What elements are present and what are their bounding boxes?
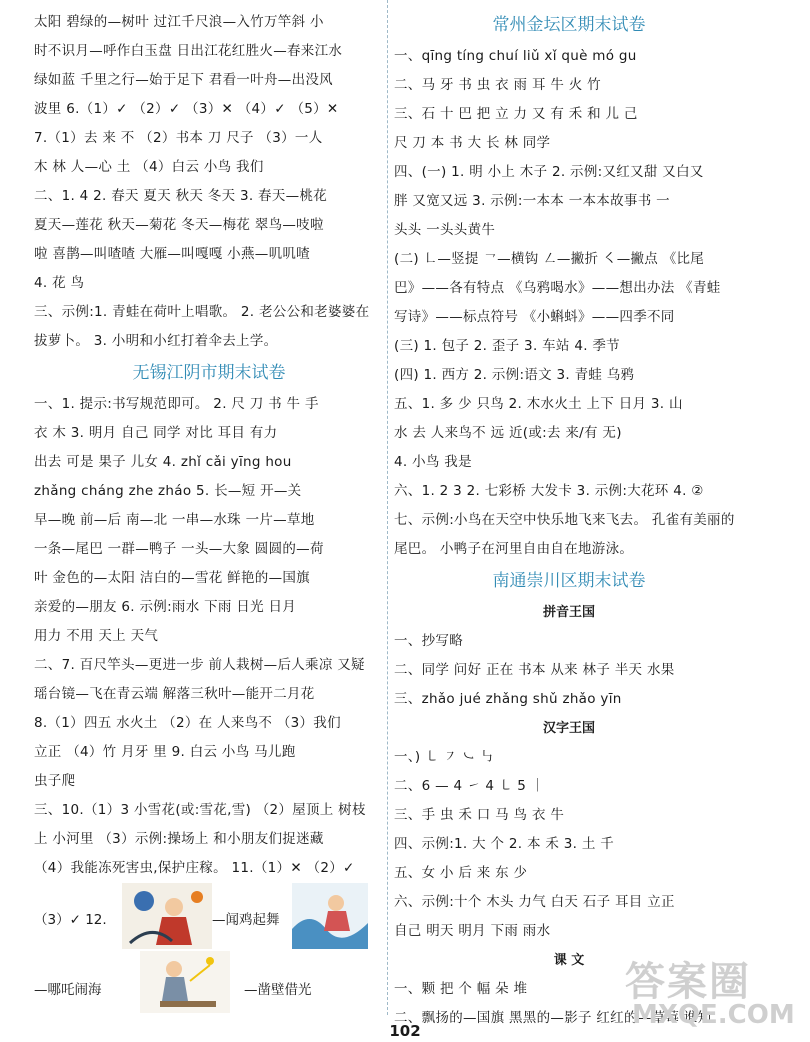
answer-line: 尺 刀 本 书 大 长 林 同学 xyxy=(394,135,551,151)
right-answers-pinyin xyxy=(394,627,744,714)
pic-wave-illustration xyxy=(292,883,368,949)
answer-line: 上 小河里 （3）示例:操场上 和小朋友们捉迷藏 xyxy=(34,831,324,847)
pic-lamp-illustration xyxy=(140,951,230,1013)
watermark-url: MXQE.COM xyxy=(632,1000,795,1030)
answer-line: 四、(一) 1. 明 小上 木子 2. 示例:又红又甜 又白又 xyxy=(394,164,704,180)
answer-line: 夏天—莲花 秋天—菊花 冬天—梅花 翠鸟—吱啦 xyxy=(34,217,324,233)
left-answers-part1 xyxy=(34,8,384,356)
answer-line: 啦 喜鹊—叫喳喳 大雁—叫嘎嘎 小燕—叽叽喳 xyxy=(34,246,310,262)
answer-line: 三、zhǎo jué zhǎng shǔ zhǎo yīn xyxy=(394,691,622,707)
answer-line: 8.（1）四五 水火土 （2）在 人来鸟不 （3）我们 xyxy=(34,715,341,731)
answer-line: 太阳 碧绿的—树叶 过江千尺浪—入竹万竿斜 小 xyxy=(34,14,324,30)
answer-line: 一、qīng tíng chuí liǔ xǐ què mó gu xyxy=(394,48,637,64)
answer-line: 二、6 — 4 ㇀ 4 ㇄ 5 ｜ xyxy=(394,778,545,794)
answer-line: 拔萝卜。 3. 小明和小红打着伞去上学。 xyxy=(34,333,278,349)
answer-line: 四、示例:1. 大 个 2. 本 禾 3. 土 千 xyxy=(394,836,615,852)
answer-line: 头头 一头头黄牛 xyxy=(394,222,496,238)
pic-question-lead: （3）✓ 12. xyxy=(34,912,107,928)
answer-line: zhǎng cháng zhe zháo 5. 长—短 开—关 xyxy=(34,483,302,499)
watermark-logo: 答案圈 xyxy=(625,959,751,1005)
answer-line: 七、示例:小鸟在天空中快乐地飞来飞去。 孔雀有美丽的 xyxy=(394,512,735,528)
subsection-hanzi: 汉字王国 xyxy=(542,721,595,736)
answer-line: 二、1. 4 2. 春天 夏天 秋天 冬天 3. 春天—桃花 xyxy=(34,188,328,204)
answer-line: 三、10.（1）3 小雪花(或:雪花,雪) （2）屋顶上 树枝 xyxy=(34,802,366,818)
answer-line: 六、示例:十个 木头 力气 白天 石子 耳目 立正 xyxy=(394,894,675,910)
right-answers-part1 xyxy=(394,42,744,564)
answer-line: 木 林 人—心 土 （4）白云 小鸟 我们 xyxy=(34,159,264,175)
picture-matching xyxy=(34,883,384,1013)
answer-line: 7.（1）去 来 不 （2）书本 刀 尺子 （3）一人 xyxy=(34,130,323,146)
right-column xyxy=(394,8,744,1033)
answer-line: 瑶台镜—飞在青云端 解落三秋叶—能开二月花 xyxy=(34,686,315,702)
pic-label-3: —凿壁借光 xyxy=(244,982,312,998)
right-answers-hanzi xyxy=(394,743,744,946)
answer-line: (三) 1. 包子 2. 歪子 3. 车站 4. 季节 xyxy=(394,338,620,354)
answer-line: 一条—尾巴 一群—鸭子 一头—大象 圆圆的—荷 xyxy=(34,541,324,557)
answer-line: 六、1. 2 3 2. 七彩桥 大发卡 3. 示例:大花环 4. ② xyxy=(394,483,704,499)
answer-line: 绿如蓝 千里之行—始于足下 君看一叶舟—出没风 xyxy=(34,72,333,88)
answer-line: 一、抄写略 xyxy=(394,633,463,649)
answer-line: 胖 又宽又远 3. 示例:一本本 一本本故事书 一 xyxy=(394,193,670,209)
answer-line: 二、飘扬的—国旗 黑黑的—影子 红红的—草莓 谁知 xyxy=(394,1010,712,1026)
left-column xyxy=(34,8,384,1013)
answer-line: 二、7. 百尺竿头—更进一步 前人栽树—后人乘凉 又疑 xyxy=(34,657,365,673)
answer-line: 衣 木 3. 明月 自己 同学 对比 耳目 有力 xyxy=(34,425,278,441)
answer-line: 一、颗 把 个 幅 朵 堆 xyxy=(394,981,528,997)
answer-line: 二、同学 问好 正在 书本 从来 林子 半天 水果 xyxy=(394,662,675,678)
answer-line: 一、) ㇄ ㇇ ㇃ ㇉ xyxy=(394,749,494,765)
answer-line: 时不识月—呼作白玉盘 日出江花红胜火—春来江水 xyxy=(34,43,343,59)
answer-line: 用力 不用 天上 天气 xyxy=(34,628,159,644)
answer-line: 三、石 十 巴 把 立 力 又 有 禾 和 儿 己 xyxy=(394,106,638,122)
answer-line: 出去 可是 果子 儿女 4. zhǐ cǎi yīng hou xyxy=(34,454,292,470)
page-number: 102 xyxy=(389,1022,421,1040)
answer-line: 五、1. 多 少 只鸟 2. 木水火土 上下 日月 3. 山 xyxy=(394,396,683,412)
answer-line: 三、手 虫 禾 口 马 鸟 衣 牛 xyxy=(394,807,565,823)
answer-line: 巴》——各有特点 《乌鸦喝水》——想出办法 《青蛙 xyxy=(394,280,721,296)
answer-line: 早—晚 前—后 南—北 一串—水珠 一片—草地 xyxy=(34,512,315,528)
answer-line: 一、1. 提示:书写规范即可。 2. 尺 刀 书 牛 手 xyxy=(34,396,319,412)
answer-line: （4）我能冻死害虫,保护庄稼。 11.（1）✕ （2）✓ xyxy=(34,860,355,876)
pic-label-2: —哪吒闹海 xyxy=(34,982,102,998)
section-title-nantong: 南通崇川区期末试卷 xyxy=(492,571,646,591)
answer-line: 4. 小鸟 我是 xyxy=(394,454,472,470)
answer-line: 五、女 小 后 来 东 少 xyxy=(394,865,528,881)
answer-line: (四) 1. 西方 2. 示例:语文 3. 青蛙 乌鸦 xyxy=(394,367,635,383)
answer-line: 自己 明天 明月 下雨 雨水 xyxy=(394,923,551,939)
answer-line: 叶 金色的—太阳 洁白的—雪花 鲜艳的—国旗 xyxy=(34,570,310,586)
section-title-changzhou: 常州金坛区期末试卷 xyxy=(492,15,646,35)
section-title-wuxi: 无锡江阴市期末试卷 xyxy=(132,363,286,383)
answer-line: 亲爱的—朋友 6. 示例:雨水 下雨 日光 日月 xyxy=(34,599,297,615)
answer-line: 三、示例:1. 青蛙在荷叶上唱歌。 2. 老公公和老婆婆在 xyxy=(34,304,370,320)
pic-label-1: —闻鸡起舞 xyxy=(212,912,280,928)
answer-line: 立正 （4）竹 月牙 里 9. 白云 小鸟 马儿跑 xyxy=(34,744,296,760)
answer-line: (二) ㇗—竖提 ㇖—横钩 ㇜—撇折 ㇛—撇点 《比尾 xyxy=(394,251,705,267)
left-answers-part2 xyxy=(34,390,384,883)
answer-line: 写诗》——标点符号 《小蝌蚪》——四季不同 xyxy=(394,309,675,325)
answer-line: 4. 花 鸟 xyxy=(34,275,85,291)
subsection-pinyin: 拼音王国 xyxy=(542,605,595,620)
answer-line: 虫子爬 xyxy=(34,773,76,789)
answer-line: 水 去 人来鸟不 远 近(或:去 来/有 无) xyxy=(394,425,622,441)
answer-line: 波里 6.（1）✓ （2）✓ （3）✕ （4）✓ （5）✕ xyxy=(34,101,339,117)
column-divider xyxy=(387,0,388,1015)
answer-line: 二、马 牙 书 虫 衣 雨 耳 牛 火 竹 xyxy=(394,77,601,93)
answer-line: 尾巴。 小鸭子在河里自由自在地游泳。 xyxy=(394,541,634,557)
subsection-kewen: 课 文 xyxy=(553,953,585,968)
pic-nezha-illustration xyxy=(122,883,212,949)
